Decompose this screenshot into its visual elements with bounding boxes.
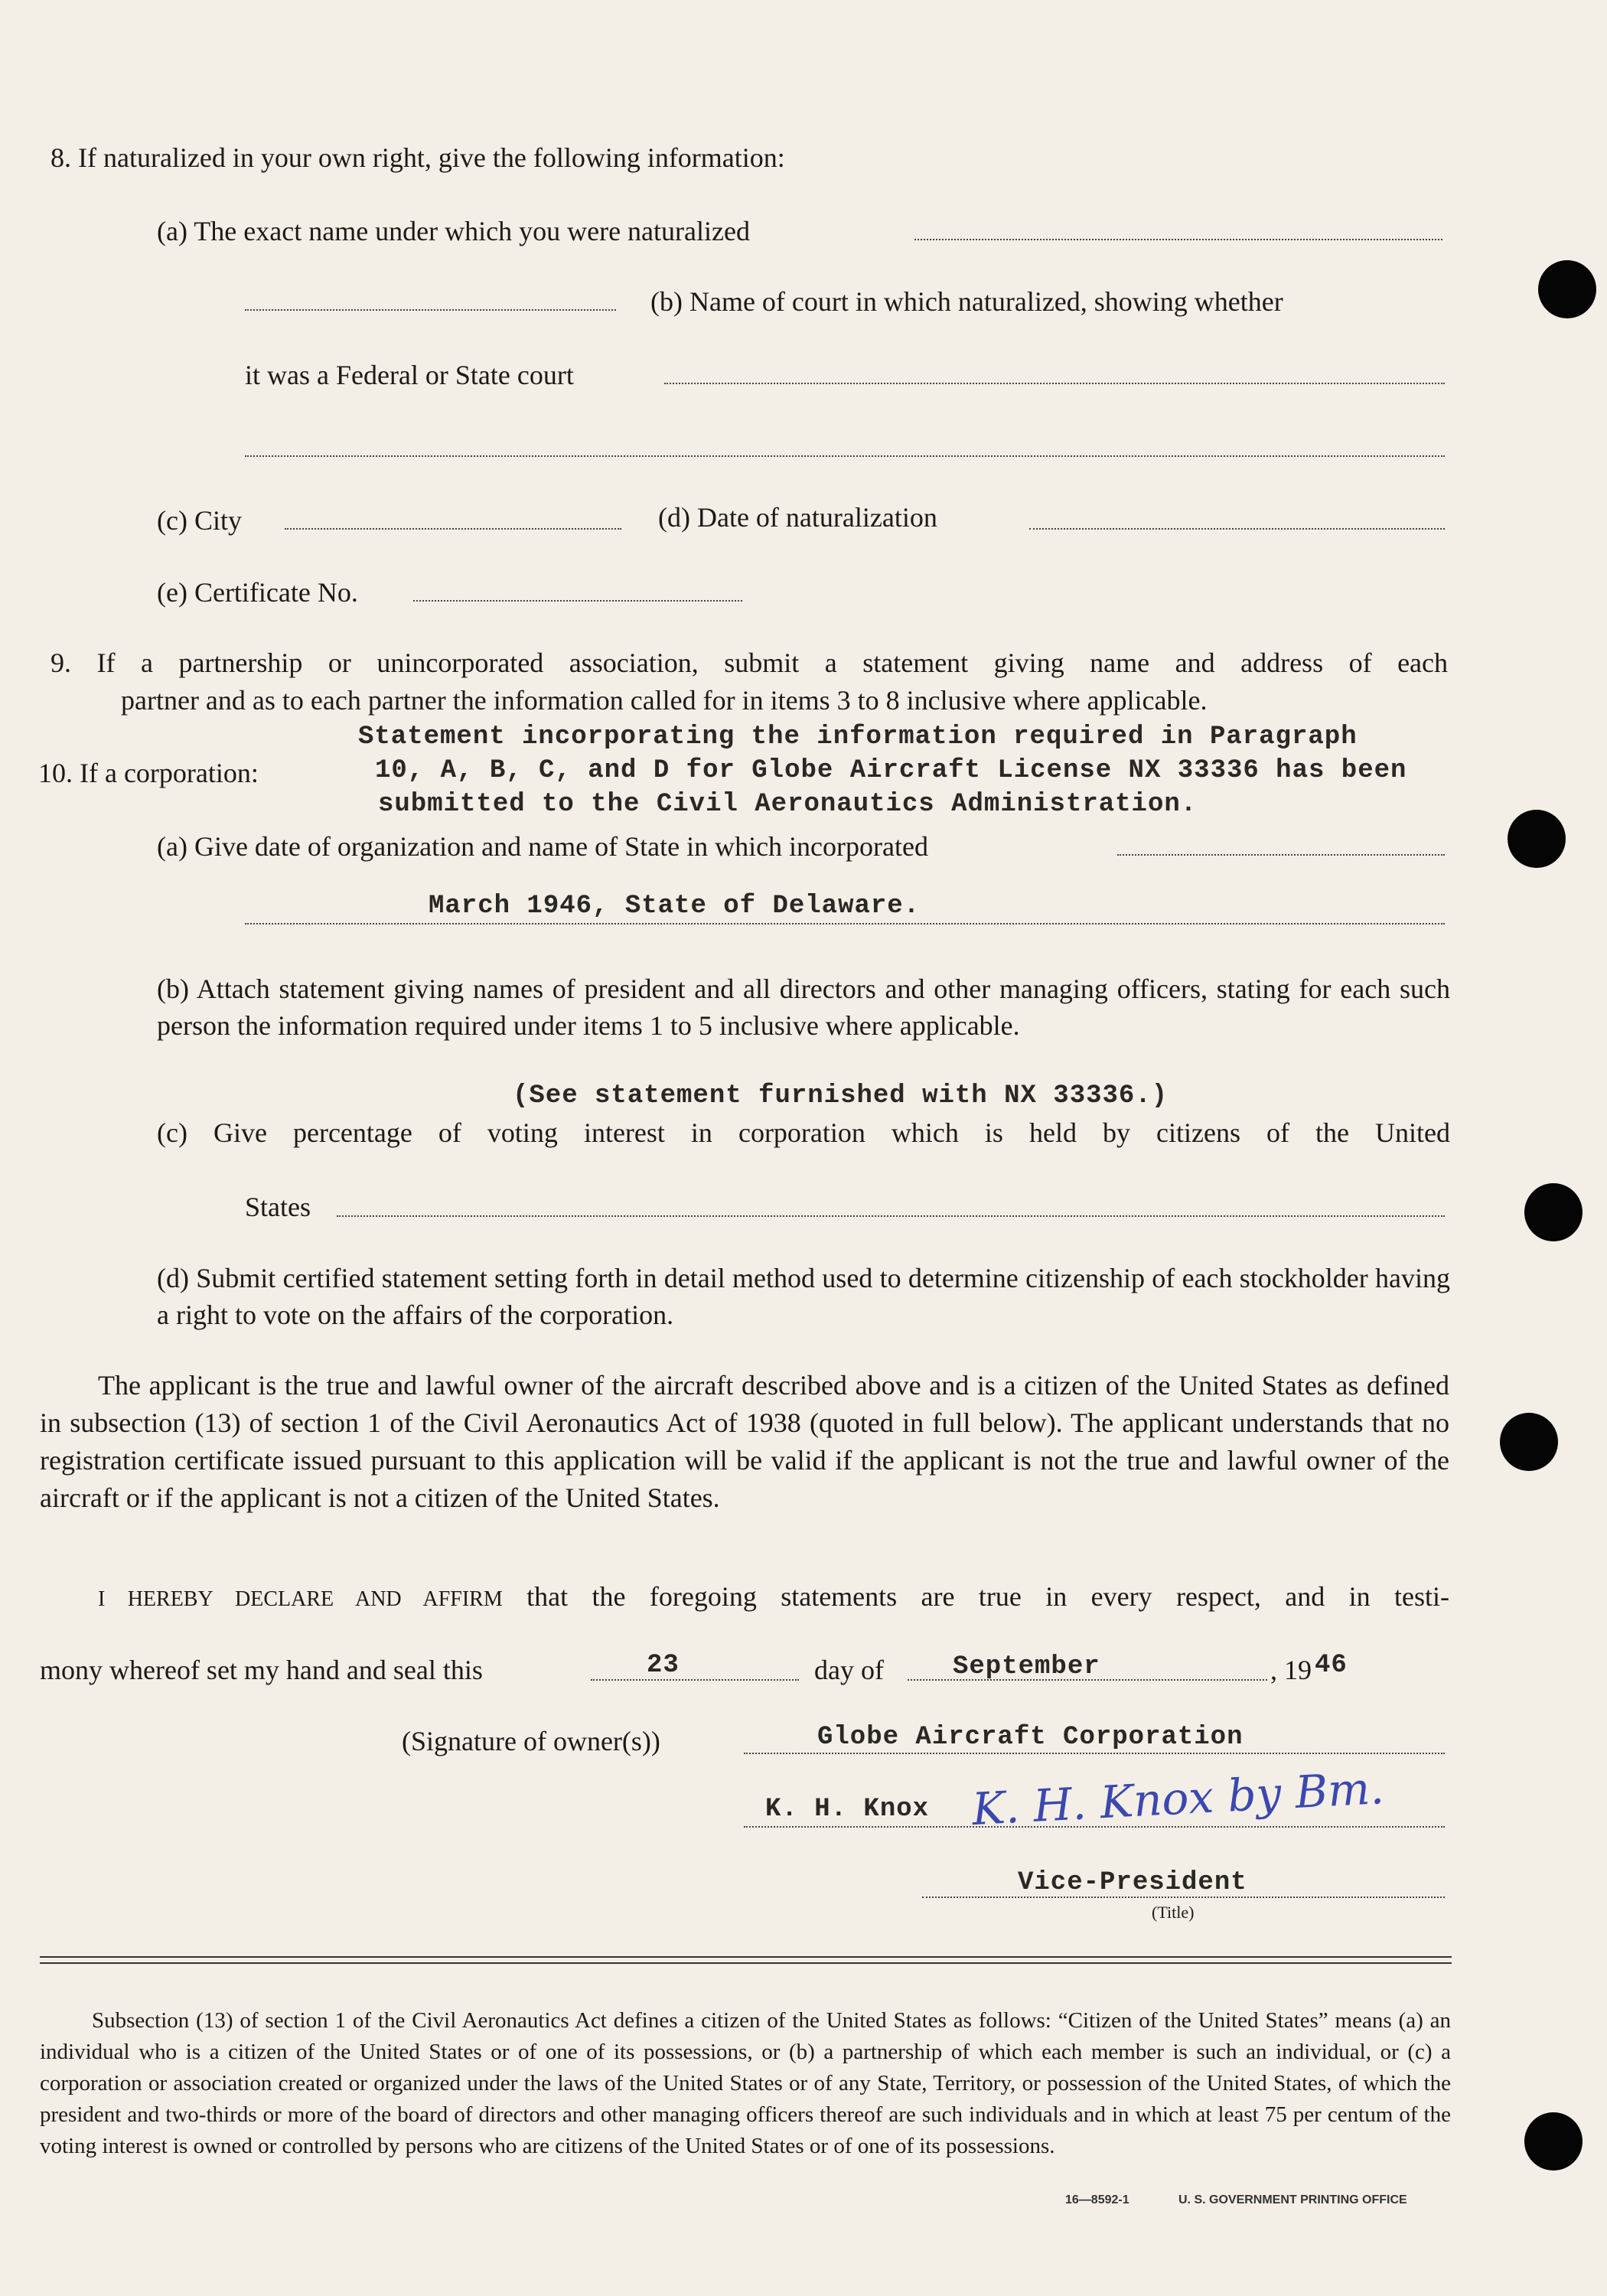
incorporation-field-line[interactable] <box>245 923 1445 925</box>
signer-title: Vice-President <box>1018 1868 1247 1897</box>
handwritten-signature: K. H. Knox by Bm. <box>970 1761 1386 1836</box>
punch-hole <box>1508 810 1566 868</box>
punch-hole <box>1500 1413 1558 1471</box>
typed-statement-line: 10, A, B, C, and D for Globe Aircraft License NX 33336 has been <box>375 756 1407 785</box>
naturalization-date-field[interactable] <box>1029 528 1445 530</box>
item10-c-label: (c) Give percentage of voting interest in corporation which is held by citizens of the United <box>157 1117 1450 1148</box>
day-field[interactable] <box>591 1679 799 1681</box>
item10-a-label: (a) Give date of organization and name of State in which incorporated <box>157 831 928 862</box>
year-prefix: , 19 <box>1270 1655 1312 1685</box>
naturalized-name-field-cont[interactable] <box>245 309 616 311</box>
item8-c-label: (c) City <box>157 505 242 536</box>
day-value: 23 <box>647 1651 680 1680</box>
item10-d-text: (d) Submit certified statement setting forth in detail method used to determine citizenship of each stockholder having a right to vote on the affairs of the corporation. <box>157 1263 1450 1330</box>
year-value: 46 <box>1315 1651 1348 1680</box>
form-number: 16—8592-1 <box>1065 2193 1129 2206</box>
item9-line1: 9. If a partnership or unincorporated association, submit a statement giving name and address of each <box>51 647 1448 678</box>
divider-rule <box>40 1956 1452 1958</box>
item8-a-label: (a) The exact name under which you were naturalized <box>157 216 750 246</box>
item10-c-cont: States <box>245 1192 311 1222</box>
item9-line2: partner and as to each partner the information called for in items 3 to 8 inclusive where applicable. <box>121 685 1208 716</box>
item8-b-cont: it was a Federal or State court <box>245 360 574 390</box>
divider-rule <box>40 1962 1452 1964</box>
item8-e-label: (e) Certificate No. <box>157 577 358 608</box>
month-value: September <box>953 1652 1100 1681</box>
typed-statement-line: Statement incorporating the information required in Paragraph <box>358 722 1358 752</box>
signer-typed-name: K. H. Knox <box>765 1795 930 1824</box>
court-field-cont[interactable] <box>245 455 1445 457</box>
incorporation-field[interactable] <box>1117 854 1445 856</box>
affirmation-caps: I HEREBY DECLARE AND AFFIRM <box>98 1587 503 1611</box>
citizen-definition-footnote: Subsection (13) of section 1 of the Civil Aeronautics Act defines a citizen of the United States as follows: “Citizen of the United States” means (a) an individual who is a citizen of the United States or of one of its possessions, or (b) a partnership of which each member is such an individual, or (c) a corporation or association created or organized under the laws of the United States or of any State, Territory, or possession of the United States, of which the president and two-thirds or more of the board of directors and other managing officers thereof are such individuals and in which at least 75 per centum of the voting interest is owned or controlled by persons who are citizens of the United States or of one of its possessions. <box>40 2008 1451 2158</box>
printer-imprint: U. S. GOVERNMENT PRINTING OFFICE <box>1178 2193 1407 2206</box>
punch-hole <box>1524 1183 1583 1241</box>
voting-interest-field[interactable] <box>337 1215 1445 1217</box>
item10-heading: 10. If a corporation: <box>38 758 259 788</box>
title-label: (Title) <box>1152 1903 1195 1922</box>
declaration-paragraph: The applicant is the true and lawful owner of the aircraft described above and is a citizen of the United States as defined in subsection (13) of section 1 of the Civil Aeronautics Act of 1938 (quoted in full below). The applicant understands that no registration certificate issued pursuant to this application will be valid if the applicant is not the true and lawful owner of the aircraft or if the applicant is not a citizen of the United States. <box>40 1370 1449 1513</box>
incorporation-value: March 1946, State of Delaware. <box>429 892 921 921</box>
owner-name: Globe Aircraft Corporation <box>817 1723 1244 1752</box>
naturalized-name-field[interactable] <box>914 239 1442 240</box>
item10-b-text: (b) Attach statement giving names of president and all directors and other managing officers, stating for each such person the information required under items 1 to 5 inclusive where applicable. <box>157 974 1450 1041</box>
title-field[interactable] <box>922 1896 1445 1898</box>
signature-label: (Signature of owner(s)) <box>402 1726 660 1756</box>
item8-b-label: (b) Name of court in which naturalized, showing whether <box>650 286 1283 317</box>
court-field[interactable] <box>664 383 1445 384</box>
typed-statement-line: submitted to the Civil Aeronautics Administration. <box>378 790 1198 819</box>
certificate-number-field[interactable] <box>413 600 742 602</box>
city-field[interactable] <box>285 528 621 530</box>
owner-signature-field[interactable] <box>744 1753 1445 1754</box>
item8-d-label: (d) Date of naturalization <box>658 502 937 533</box>
punch-hole <box>1538 260 1596 318</box>
item8-heading: 8. If naturalized in your own right, give the following information: <box>51 142 785 173</box>
testimony-label: mony whereof set my hand and seal this <box>40 1655 483 1685</box>
affirmation-line <box>98 1581 1449 1615</box>
signer-field[interactable] <box>744 1826 1445 1828</box>
officers-statement-value: (See statement furnished with NX 33336.) <box>513 1081 1169 1110</box>
affirmation-rest: that the foregoing statements are true in every respect, and in testi- <box>526 1581 1449 1612</box>
day-of-label: day of <box>814 1655 884 1685</box>
punch-hole <box>1524 2112 1583 2170</box>
